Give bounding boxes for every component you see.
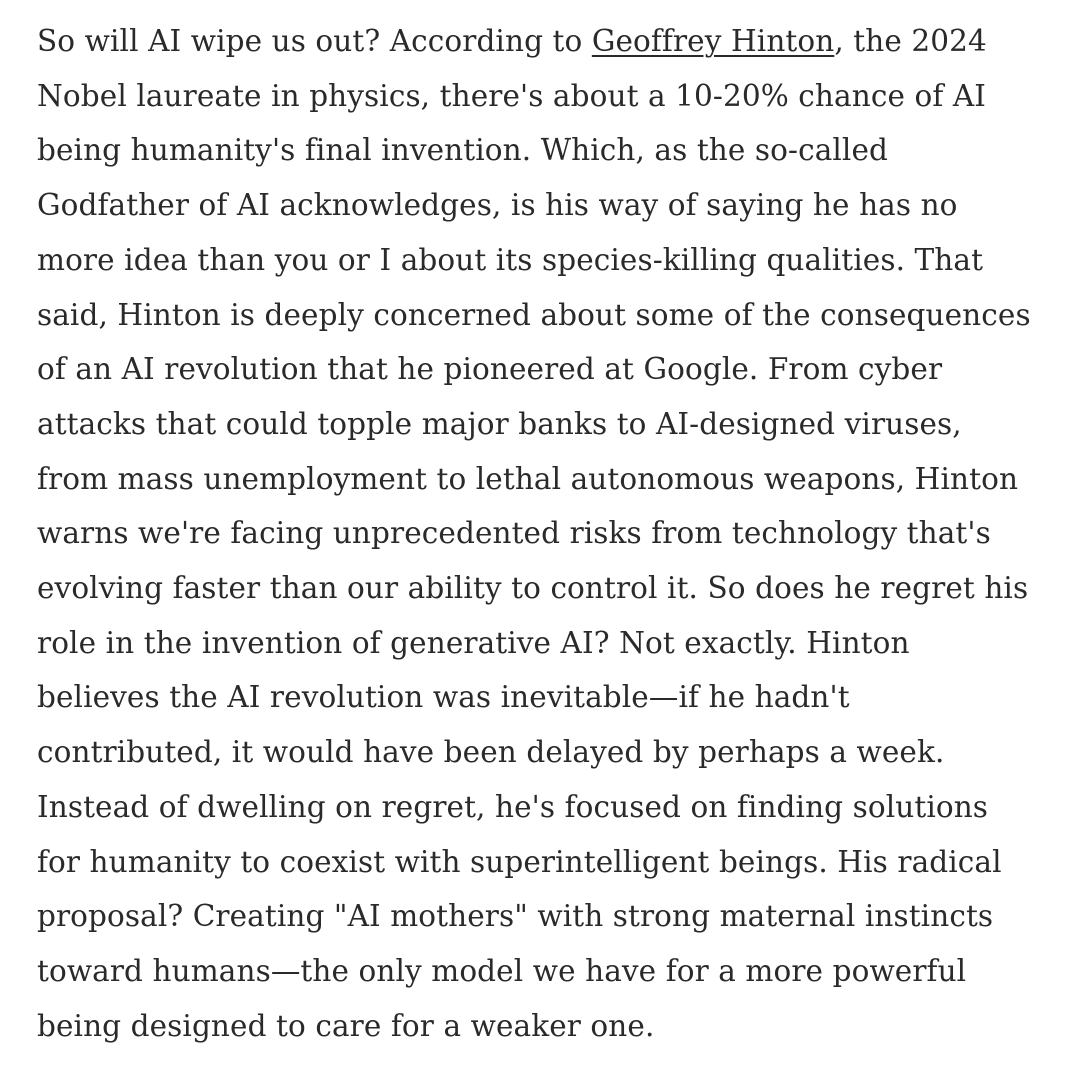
text-line-15: Instead of dwelling on regret, he's focused on finding solutions [37, 789, 989, 824]
text-line-17: proposal? Creating "AI mothers" with strong maternal instincts [37, 899, 994, 934]
article-paragraph [37, 14, 1037, 1053]
line1-before-text: So will AI wipe us out? According to [37, 24, 592, 58]
text-line-9: from mass unemployment to lethal autonomous weapons, Hinton [37, 461, 1019, 496]
text-line-1 [37, 14, 1037, 69]
text-line-19: being designed to care for a weaker one. [37, 1008, 655, 1043]
text-line-18: toward humans—the only model we have for a more powerful [37, 953, 967, 988]
text-line-8: attacks that could topple major banks to AI-designed viruses, [37, 406, 962, 441]
text-line-12: role in the invention of generative AI? Not exactly. Hinton [37, 625, 910, 660]
text-line-11: evolving faster than our ability to control it. So does he regret his [37, 571, 1029, 606]
text-line-10: warns we're facing unprecedented risks from technology that's [37, 516, 991, 551]
text-line-6: said, Hinton is deeply concerned about some of the consequences [37, 297, 1031, 332]
text-line-2: Nobel laureate in physics, there's about a 10-20% chance of AI [37, 78, 986, 113]
text-line-3: being humanity's final invention. Which, as the so-called [37, 133, 889, 168]
text-line-16: for humanity to coexist with superintelligent beings. His radical [37, 844, 1002, 879]
text-line-13: believes the AI revolution was inevitable—if he hadn't [37, 680, 850, 715]
line1-after-text: , the 2024 [834, 24, 987, 58]
geoffrey-hinton-link[interactable]: Geoffrey Hinton [591, 24, 835, 58]
text-line-7: of an AI revolution that he pioneered at Google. From cyber [37, 352, 943, 387]
text-line-4: Godfather of AI acknowledges, is his way of saying he has no [37, 188, 958, 223]
text-line-5: more idea than you or I about its species-killing qualities. That [37, 242, 984, 277]
text-line-14: contributed, it would have been delayed by perhaps a week. [37, 735, 945, 770]
